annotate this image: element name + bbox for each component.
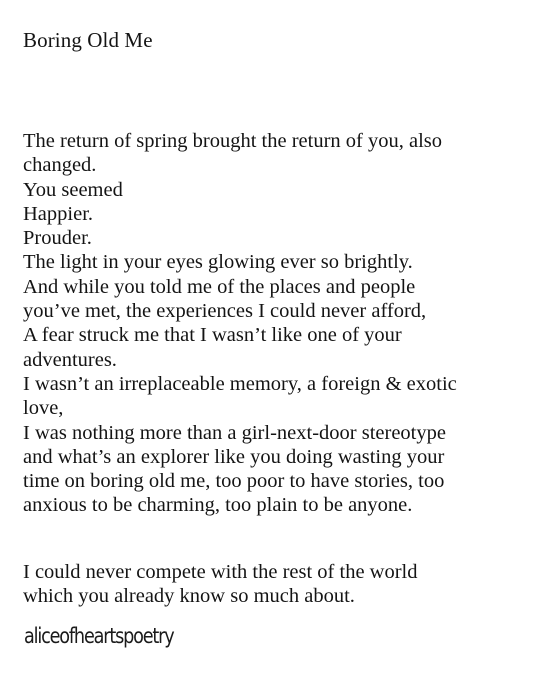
- poem-line: time on boring old me, too poor to have stories, too: [23, 470, 445, 493]
- poem-line: I could never compete with the rest of the world: [23, 561, 418, 583]
- poem-line: anxious to be charming, too plain to be anyone.: [23, 494, 413, 517]
- poem-line: changed.: [23, 154, 97, 177]
- poem-line: love,: [23, 397, 64, 420]
- poem-line: Prouder.: [23, 227, 92, 250]
- poem-title: Boring Old Me: [23, 28, 153, 52]
- poem-line: And while you told me of the places and people: [23, 275, 416, 298]
- poem-line: I wasn’t an irreplaceable memory, a foreign & exotic: [23, 372, 457, 395]
- poem-line: which you already know so much about.: [23, 585, 355, 608]
- poem-line: you’ve met, the experiences I could never afford,: [23, 300, 427, 323]
- stanza-1: [23, 129, 457, 518]
- poem-line: The light in your eyes glowing ever so brightly.: [23, 251, 413, 274]
- poem-line: and what’s an explorer like you doing wasting your: [23, 445, 445, 468]
- poem-line: The return of spring brought the return of you, also: [23, 130, 443, 152]
- poem-line: I was nothing more than a girl-next-door stereotype: [23, 421, 446, 444]
- poem-line: You seemed: [23, 178, 123, 201]
- stanza-2: [23, 560, 418, 609]
- poem-line: adventures.: [23, 348, 117, 371]
- author-signature: aliceofheartspoetry: [24, 624, 174, 648]
- poem-line: Happier.: [23, 202, 94, 225]
- poem-line: A fear struck me that I wasn’t like one of your: [23, 324, 402, 347]
